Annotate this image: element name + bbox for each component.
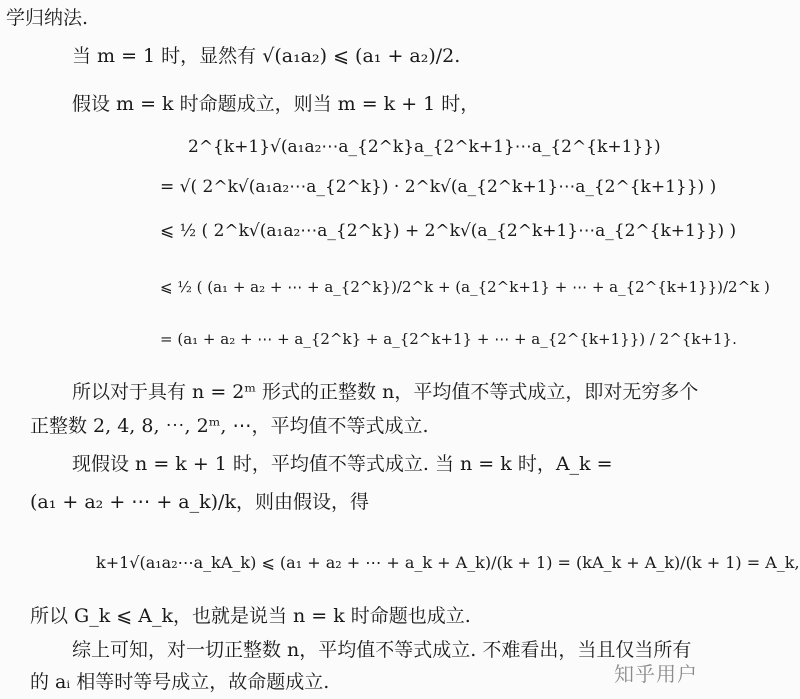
paragraph-3: 所以 G_k ⩽ A_k，也就是说当 n = k 时命题也成立. — [30, 605, 471, 627]
equation-line-2: = √( 2^k√(a₁a₂⋯a_{2^k}) · 2^k√(a_{2^k+1}⋯a_{2^{k+1}}) ) — [160, 177, 717, 197]
equation-line-4: ⩽ ½ ( (a₁ + a₂ + ⋯ + a_{2^k})/2^k + (a_{2^k+1} + ⋯ + a_{2^{k+1}})/2^k ) — [160, 278, 770, 296]
paragraph-1-line-1: 所以对于具有 n = 2ᵐ 形式的正整数 n，平均值不等式成立，即对无穷多个 — [72, 381, 699, 403]
text-line-1: 学归纳法. — [6, 7, 89, 29]
watermark-text: 知乎用户 — [614, 662, 698, 686]
paragraph-2-line-2: (a₁ + a₂ + ⋯ + a_k)/k，则由假设，得 — [30, 491, 369, 513]
equation-line-5: = (a₁ + a₂ + ⋯ + a_{2^k} + a_{2^k+1} + ⋯ + a_{2^{k+1}}) / 2^{k+1}. — [160, 330, 737, 348]
text-line-2 — [72, 44, 460, 68]
paragraph-2-line-1: 现假设 n = k + 1 时，平均值不等式成立. 当 n = k 时，A_k = — [72, 453, 613, 475]
paragraph-1-line-2: 正整数 2, 4, 8, ⋯, 2ᵐ, ⋯，平均值不等式成立. — [30, 415, 429, 437]
paragraph-4-line-1: 综上可知，对一切正整数 n，平均值不等式成立. 不难看出，当且仅当所有 — [72, 639, 692, 661]
equation-line-3: ⩽ ½ ( 2^k√(a₁a₂⋯a_{2^k}) + 2^k√(a_{2^k+1}⋯a_{2^{k+1}}) ) — [160, 221, 737, 241]
equation-line-6: k+1√(a₁a₂⋯a_kA_k) ⩽ (a₁ + a₂ + ⋯ + a_k + A_k)/(k + 1) = (kA_k + A_k)/(k + 1) = A_k, — [96, 553, 800, 572]
line-2-text: 当 m = 1 时，显然有 √(a₁a₂) ⩽ (a₁ + a₂)/2. — [72, 45, 461, 67]
equation-line-1: 2^{k+1}√(a₁a₂⋯a_{2^k}a_{2^k+1}⋯a_{2^{k+1}}) — [188, 137, 661, 157]
paragraph-4-line-2: 的 aᵢ 相等时等号成立，故命题成立. — [30, 671, 330, 693]
text-line-3: 假设 m = k 时命题成立，则当 m = k + 1 时， — [72, 93, 480, 115]
